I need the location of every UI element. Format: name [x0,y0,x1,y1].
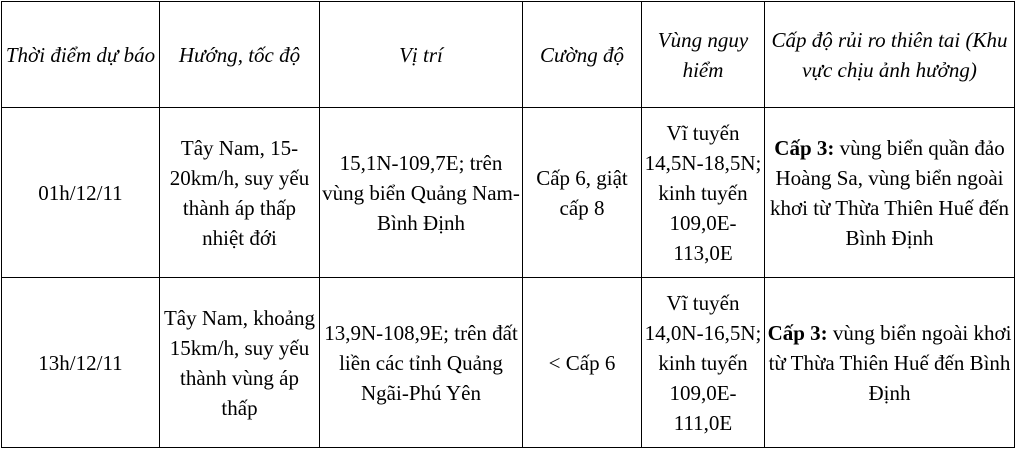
cell-risk [765,278,1015,448]
cell-time: 01h/12/11 [2,108,160,278]
table-row [2,278,1015,448]
cell-position: 13,9N-108,9E; trên đất liền các tỉnh Quảng Ngãi-Phú Yên [320,278,523,448]
header-direction-speed: Hướng, tốc độ [160,2,320,108]
risk-level-label: Cấp 3: [774,135,835,160]
table-header-row [2,2,1015,108]
cell-direction-speed: Tây Nam, 15-20km/h, suy yếu thành áp thấp nhiệt đới [160,108,320,278]
cell-danger-zone: Vĩ tuyến 14,0N-16,5N; kinh tuyến 109,0E-111,0E [642,278,765,448]
header-risk-level: Cấp độ rủi ro thiên tai (Khu vực chịu ảnh hưởng) [765,2,1015,108]
cell-intensity: < Cấp 6 [523,278,642,448]
cell-danger-zone: Vĩ tuyến 14,5N-18,5N; kinh tuyến 109,0E-113,0E [642,108,765,278]
header-forecast-time: Thời điểm dự báo [2,2,160,108]
header-intensity: Cường độ [523,2,642,108]
forecast-table [1,1,1015,448]
cell-direction-speed: Tây Nam, khoảng 15km/h, suy yếu thành vùng áp thấp [160,278,320,448]
risk-level-label: Cấp 3: [767,320,828,345]
cell-time: 13h/12/11 [2,278,160,448]
header-danger-zone: Vùng nguy hiểm [642,2,765,108]
cell-position: 15,1N-109,7E; trên vùng biển Quảng Nam-Bình Định [320,108,523,278]
cell-intensity: Cấp 6, giật cấp 8 [523,108,642,278]
table-row [2,108,1015,278]
cell-risk [765,108,1015,278]
header-position: Vị trí [320,2,523,108]
risk-area-text: vùng biển ngoài khơi từ Thừa Thiên Huế đến Bình Định [768,320,1012,405]
risk-area-text: vùng biển quần đảo Hoàng Sa, vùng biển ngoài khơi từ Thừa Thiên Huế đến Bình Định [770,135,1009,250]
